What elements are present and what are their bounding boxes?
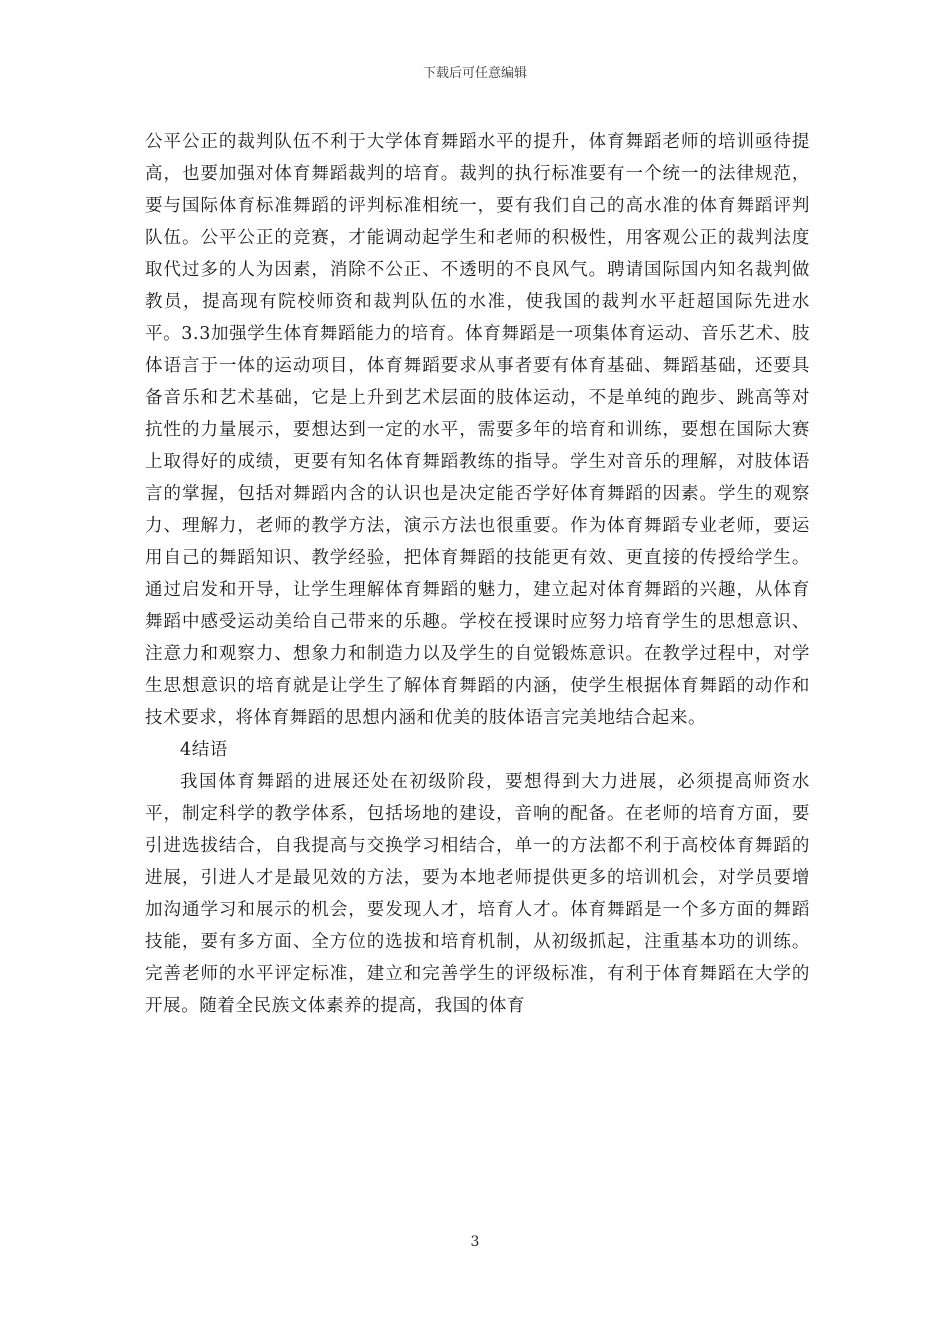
document-body: [145, 126, 810, 1022]
page-number: 3: [470, 1234, 480, 1250]
page-header: 下载后可任意编辑: [422, 66, 527, 81]
body-paragraph: 我国体育舞蹈的进展还处在初级阶段，要想得到大力进展，必须提高师资水平，制定科学的教学体系，包括场地的建设，音响的配备。在老师的培育方面，要引进选拔结合，自我提高与交换学习相结合，单一的方法都不利于高校体育舞蹈的进展，引进人才是最见效的方法，要为本地老师提供更多的培训机会，对学员要增加沟通学习和展示的机会，要发现人才，培育人才。体育舞蹈是一个多方面的舞蹈技能，要有多方面、全方位的选拔和培育机制，从初级抓起，注重基本功的训练。完善老师的水平评定标准，建立和完善学生的评级标准，有利于体育舞蹈在大学的开展。随着全民族文体素养的提高，我国的体育: [145, 772, 810, 1016]
section-heading: 4结语: [180, 740, 228, 760]
body-paragraph: 公平公正的裁判队伍不利于大学体育舞蹈水平的提升，体育舞蹈老师的培训亟待提高，也要加强对体育舞蹈裁判的培育。裁判的执行标准要有一个统一的法律规范，要与国际体育标准舞蹈的评判标准相统一，要有我们自己的高水准的体育舞蹈评判队伍。公平公正的竞赛，才能调动起学生和老师的积极性，用客观公正的裁判法度取代过多的人为因素，消除不公正、不透明的不良风气。聘请国际国内知名裁判做教员，提高现有院校师资和裁判队伍的水准，使我国的裁判水平赶超国际先进水平。3.3加强学生体育舞蹈能力的培育。体育舞蹈是一项集体育运动、音乐艺术、肢体语言于一体的运动项目，体育舞蹈要求从事者要有体育基础、舞蹈基础，还要具备音乐和艺术基础，它是上升到艺术层面的肢体运动，不是单纯的跑步、跳高等对抗性的力量展示，要想达到一定的水平，需要多年的培育和训练，要想在国际大赛上取得好的成绩，更要有知名体育舞蹈教练的指导。学生对音乐的理解，对肢体语言的掌握，包括对舞蹈内含的认识也是决定能否学好体育舞蹈的因素。学生的观察力、理解力，老师的教学方法，演示方法也很重要。作为体育舞蹈专业老师，要运用自己的舞蹈知识、教学经验，把体育舞蹈的技能更有效、更直接的传授给学生。通过启发和开导，让学生理解体育舞蹈的魅力，建立起对体育舞蹈的兴趣，从体育舞蹈中感受运动美给自己带来的乐趣。学校在授课时应努力培育学生的思想意识、注意力和观察力、想象力和制造力以及学生的自觉锻炼意识。在教学过程中，对学生思想意识的培育就是让学生了解体育舞蹈的内涵，使学生根据体育舞蹈的动作和技术要求，将体育舞蹈的思想内涵和优美的肢体语言完美地结合起来。: [145, 132, 810, 728]
